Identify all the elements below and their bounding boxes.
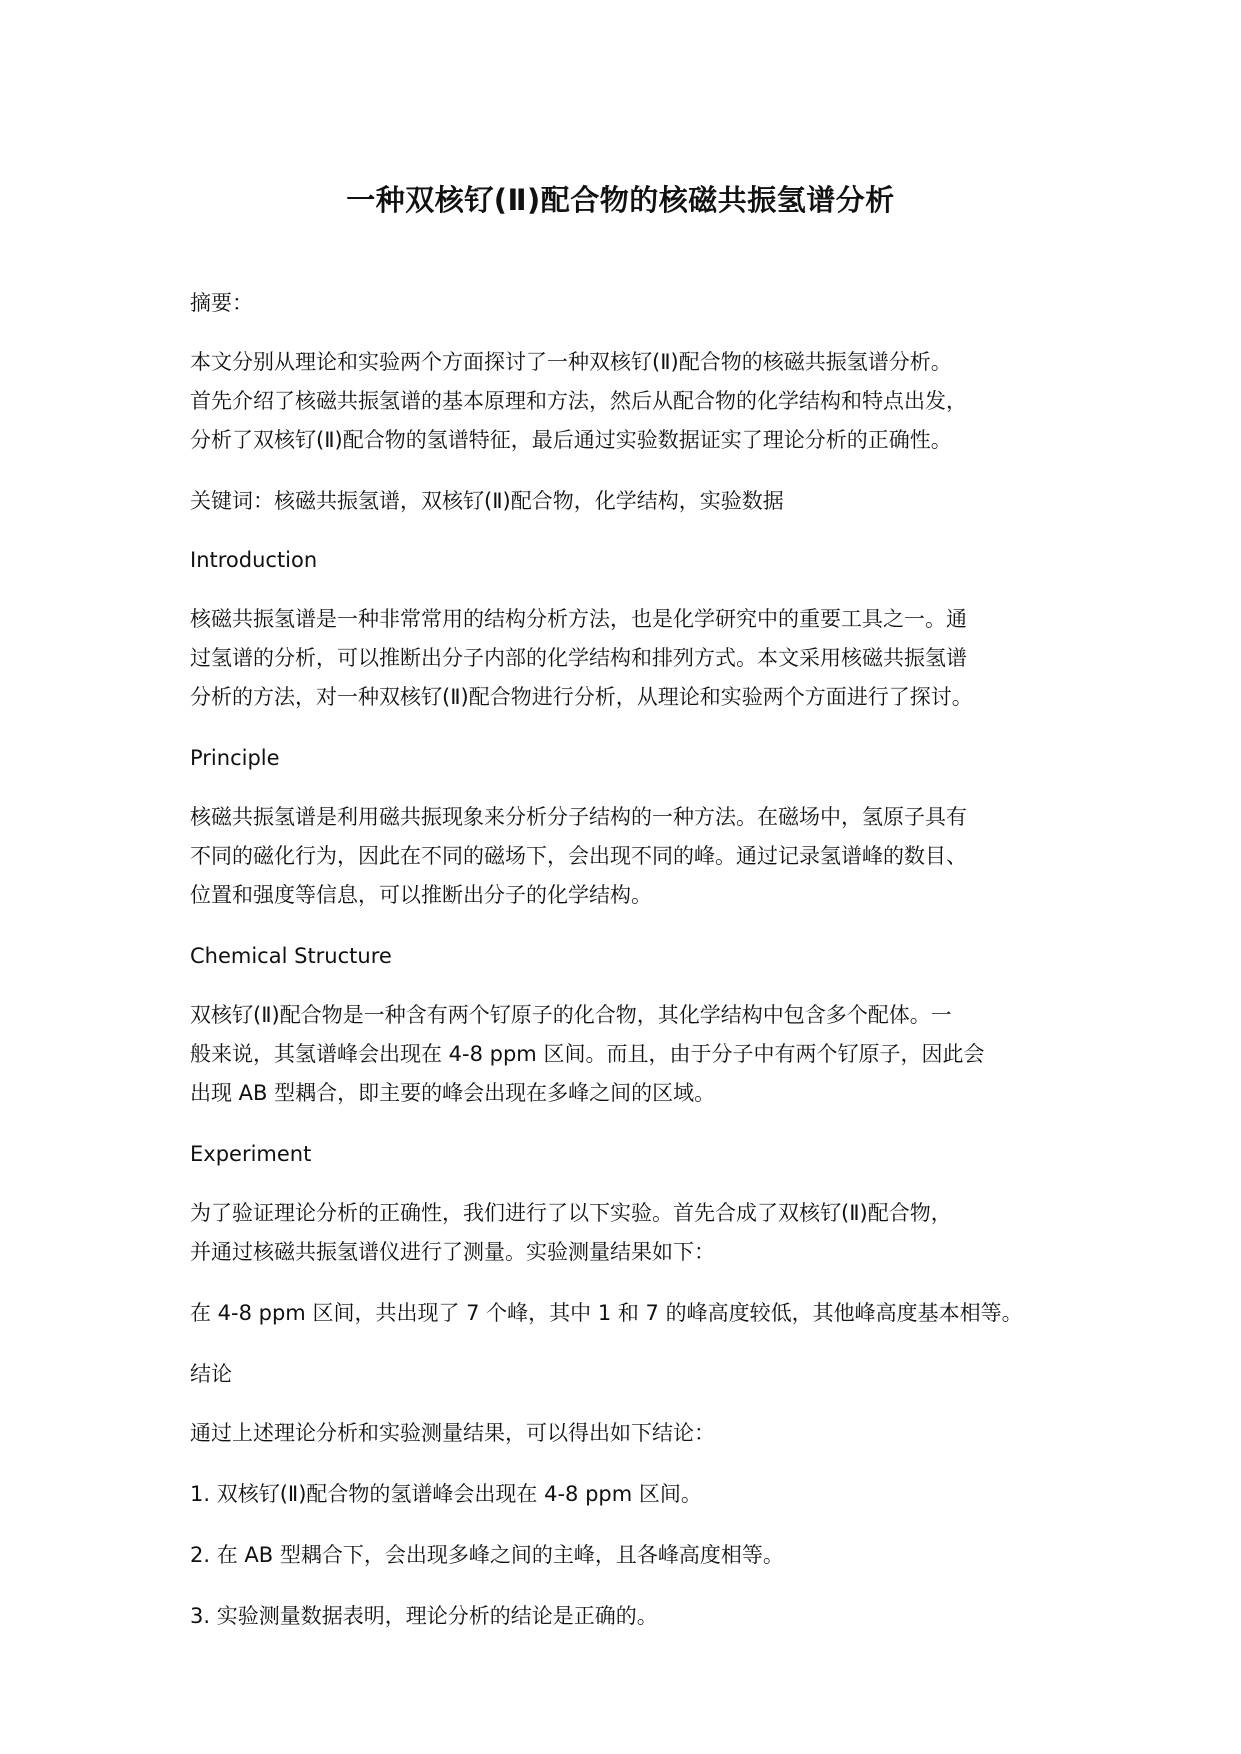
introduction-heading: Introduction	[190, 548, 318, 572]
abstract-label: 摘要：	[190, 291, 253, 315]
abstract-line: 本文分别从理论和实验两个方面探讨了一种双核钌(Ⅱ)配合物的核磁共振氢谱分析。	[190, 350, 952, 374]
keywords-line: 关键词：核磁共振氢谱，双核钌(Ⅱ)配合物，化学结构，实验数据	[190, 489, 784, 513]
principle-line: 位置和强度等信息，可以推断出分子的化学结构。	[190, 883, 652, 907]
chemical-structure-heading: Chemical Structure	[190, 944, 392, 968]
document-body	[190, 284, 1090, 1658]
chemical-structure-line: 出现 AB 型耦合，即主要的峰会出现在多峰之间的区域。	[190, 1081, 716, 1105]
conclusion-intro: 通过上述理论分析和实验测量结果，可以得出如下结论：	[190, 1421, 715, 1445]
chemical-structure-paragraph	[190, 996, 1090, 1113]
experiment-heading-block	[190, 1135, 1090, 1174]
conclusion-intro-paragraph	[190, 1414, 1090, 1453]
introduction-line: 过氢谱的分析，可以推断出分子内部的化学结构和排列方式。本文采用核磁共振氢谱	[190, 646, 967, 670]
document-title: 一种双核钌(Ⅱ)配合物的核磁共振氢谱分析	[346, 183, 895, 217]
conclusion-item: 1. 双核钌(Ⅱ)配合物的氢谱峰会出现在 4-8 ppm 区间。	[190, 1482, 702, 1506]
abstract-label-block	[190, 284, 1090, 323]
principle-line: 核磁共振氢谱是利用磁共振现象来分析分子结构的一种方法。在磁场中，氢原子具有	[190, 805, 967, 829]
experiment-line: 为了验证理论分析的正确性，我们进行了以下实验。首先合成了双核钌(Ⅱ)配合物，	[190, 1201, 952, 1225]
experiment-heading: Experiment	[190, 1142, 312, 1166]
introduction-line: 核磁共振氢谱是一种非常常用的结构分析方法，也是化学研究中的重要工具之一。通	[190, 607, 967, 631]
experiment-result: 在 4-8 ppm 区间，共出现了 7 个峰，其中 1 和 7 的峰高度较低，其他峰高度基本相等。	[190, 1301, 1023, 1325]
introduction-heading-block	[190, 541, 1090, 580]
experiment-result-paragraph	[190, 1294, 1090, 1333]
introduction-paragraph	[190, 600, 1090, 717]
conclusion-heading-block	[190, 1355, 1090, 1394]
conclusion-heading: 结论	[190, 1362, 232, 1386]
keywords-block	[190, 482, 1090, 521]
chemical-structure-line: 双核钌(Ⅱ)配合物是一种含有两个钌原子的化合物，其化学结构中包含多个配体。一	[190, 1003, 952, 1027]
principle-heading-block	[190, 739, 1090, 778]
abstract-paragraph	[190, 343, 1090, 460]
introduction-line: 分析的方法，对一种双核钌(Ⅱ)配合物进行分析，从理论和实验两个方面进行了探讨。	[190, 685, 973, 709]
conclusion-item: 3. 实验测量数据表明，理论分析的结论是正确的。	[190, 1604, 658, 1628]
experiment-paragraph	[190, 1194, 1090, 1272]
conclusion-item-block	[190, 1597, 1090, 1636]
chemical-structure-heading-block	[190, 937, 1090, 976]
abstract-line: 分析了双核钌(Ⅱ)配合物的氢谱特征，最后通过实验数据证实了理论分析的正确性。	[190, 428, 952, 452]
chemical-structure-line: 般来说，其氢谱峰会出现在 4-8 ppm 区间。而且，由于分子中有两个钌原子，因此会	[190, 1042, 985, 1066]
principle-paragraph	[190, 798, 1090, 915]
experiment-line: 并通过核磁共振氢谱仪进行了测量。实验测量结果如下：	[190, 1240, 715, 1264]
conclusion-item: 2. 在 AB 型耦合下，会出现多峰之间的主峰，且各峰高度相等。	[190, 1543, 784, 1567]
conclusion-item-block	[190, 1536, 1090, 1575]
abstract-line: 首先介绍了核磁共振氢谱的基本原理和方法，然后从配合物的化学结构和特点出发，	[190, 389, 967, 413]
conclusion-item-block	[190, 1475, 1090, 1514]
principle-heading: Principle	[190, 746, 280, 770]
principle-line: 不同的磁化行为，因此在不同的磁场下，会出现不同的峰。通过记录氢谱峰的数目、	[190, 844, 967, 868]
